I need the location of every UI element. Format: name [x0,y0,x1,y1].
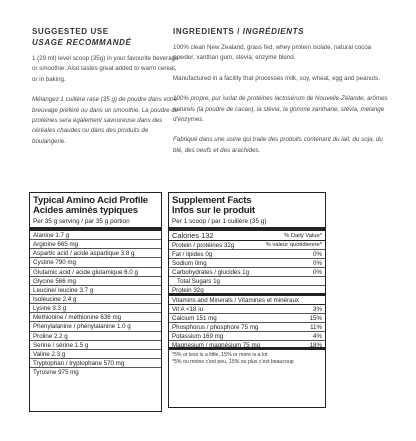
amino-row: Isoleucine 2.4 g [30,295,161,304]
footnote-fr: *5% ou moins c'est peu, 15% ou plus c'est beaucoup [172,359,294,366]
vitamins-header: Vitamins and Minerals / Vitamines et minéraux [172,296,300,304]
nutrient-name: Protein 32g [172,287,204,295]
ingredients-section [173,26,391,166]
nutrient-dv: 4% [313,332,322,340]
daily-value-header-fr: % valeur quotidienne* [265,242,322,248]
allergen-text-fr: Fabriqué dans une usine qui traite des produits contenant du lait, du soja, du blé, des oeufs et des arachides. [173,136,383,154]
nutrient-dv: 3% [313,305,322,313]
amino-panel-serving: Per 35 g serving / par 35 g portion [30,216,161,231]
nutrient-row [169,286,325,295]
amino-row: Cystine 790 mg [30,258,161,267]
nutrient-row [169,268,325,277]
allergen-text-en: Manufactured in a facility that processes milk, soy, wheat, egg and peanuts. [173,74,380,82]
ingredients-heading [173,26,391,37]
nutrient-row [169,323,325,332]
amino-panel-title-en: Typical Amino Acid Profile [33,195,148,206]
amino-row: Phenylalanine / phénylalanine 1.0 g [30,322,161,331]
amino-panel-title-fr: Acides aminés typiques [33,205,138,216]
suggested-use-text-en: 1 (29 ml) level scoop (35g) in your favourite beverage or smoothie. Also tastes great added to warm cereal, or in baking. [32,55,179,83]
amino-row: Serine / sérine 1.5 g [30,341,161,350]
amino-row: Tyrosine 975 mg [33,369,79,377]
supplement-serving: Per 1 scoop / par 1 cuillère (35 g) [169,216,325,231]
suggested-use-heading-fr: USAGE RECOMMANDÉ [32,38,132,47]
suggested-use-text-fr: Mélangez 1 cuillère rase (35 g) de poudre dans votre breuvage préféré ou dans un smoothie. La poudre de protéines sera également savoureuse dans des céréales chaudes ou dans des produits de boulangerie. [32,96,179,145]
ingredients-heading-fr: INGRÉDIENTS [242,27,305,36]
ingredients-text-fr: 100% propre, pur isolat de protéines lactosérum de Nouvelle-Zélande, arômes naturels (la poudre de cacao), la stévia, la gomme xanthane, stévia, mélange d'enzymes. [173,95,388,124]
amino-row: Proline 2.2 g [30,332,161,341]
nutrient-row [169,332,325,341]
calories-label: Calories 132 [172,231,214,240]
amino-row: Arginine 665 mg [30,240,161,249]
nutrient-name: Magnesium / magnésium 75 mg [172,342,261,350]
nutrient-name: Total Sugars 1g [177,278,220,286]
nutrient-dv: 11% [310,323,322,331]
amino-row: Methionine / méthionine 636 mg [30,313,161,322]
amino-row: Glutamic acid / acide glutamique 6.0 g [30,268,161,277]
amino-row: Leucine/ leucine 3.7 g [30,286,161,295]
amino-row: Alanine 1.7 g [30,231,161,240]
nutrient-row [169,241,325,250]
amino-rows [30,231,161,377]
nutrient-row [169,277,325,286]
nutrient-row [169,250,325,259]
nutrient-dv: 15% [309,314,322,322]
nutrient-name: Phosphorus / phosphore 75 mg [172,323,259,331]
suggested-use-heading-en: SUGGESTED USE [32,27,109,36]
nutrient-row [169,341,325,350]
nutrient-name: Calcium 151 mg [172,314,217,322]
amino-acid-panel [29,192,162,412]
nutrient-dv: 18% [309,342,322,350]
nutrient-row [169,259,325,268]
ingredients-text-en: 100% clean New Zealand, grass fed, whey protein isolate, natural cocoa powder, xanthan gum, stevia, enzyme blend. [173,44,372,62]
nutrient-name: Fat / lipides 0g [172,251,213,259]
nutrient-dv: 0% [313,260,322,268]
nutrient-name: Protein / protéines 32g [172,242,235,249]
suggested-use-section [32,26,182,157]
calories-row [169,231,325,241]
nutrient-name: Sodium 0mg [172,260,207,268]
amino-row: Glycine 566 mg [30,277,161,286]
amino-row: Aspartic acid / acide aspartique 3.8 g [30,249,161,258]
footnote-en: *5% or less is a little, 15% or more is a lot [172,352,268,359]
amino-row: Valine 2.3 g [30,350,161,359]
nutrient-name: Carbohydrates / glucides 1g [172,269,250,277]
supplement-facts-panel [168,192,326,408]
nutrient-name: Potassium 169 mg [172,332,224,340]
nutrient-dv: 0% [313,269,322,277]
amino-row: Tryptophan / tryptophane 570 mg [30,359,161,368]
vitamins-header-row [169,296,325,305]
nutrient-name: Vit A <18 iu [172,305,204,313]
nutrient-row [169,305,325,314]
ingredients-heading-sep: / [234,27,243,36]
daily-value-header: % Daily Value* [284,233,322,239]
nutrient-dv: 0% [313,251,322,259]
amino-row: Lysine 3.3 g [30,304,161,313]
nutrient-row [169,314,325,323]
supplement-title-en: Supplement Facts [172,195,252,206]
supplement-title-fr: Infos sur le produit [172,205,255,216]
ingredients-heading-en: INGREDIENTS [173,27,235,36]
